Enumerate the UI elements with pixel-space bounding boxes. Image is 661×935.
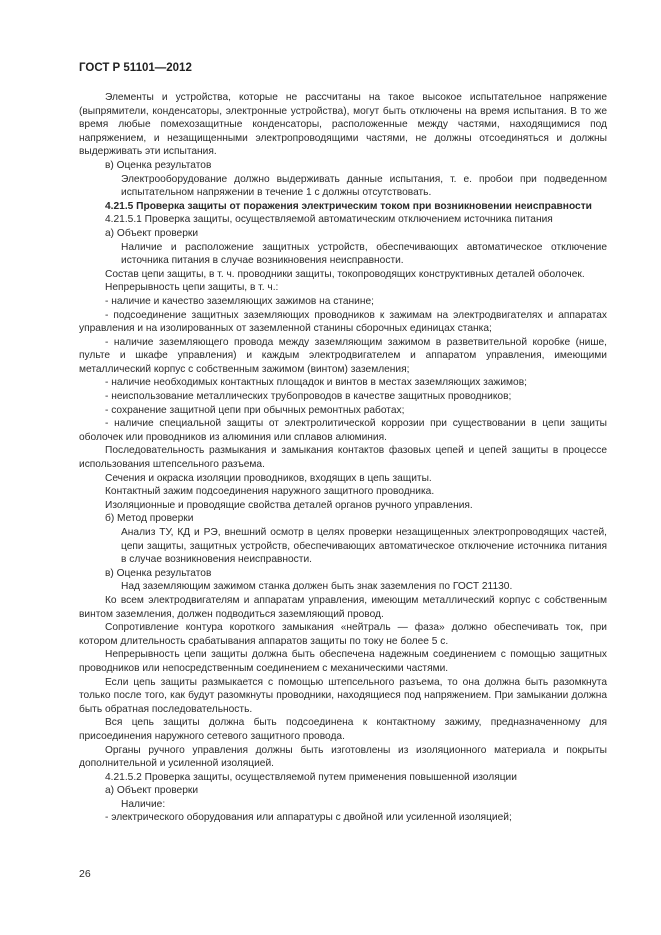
paragraph: Ко всем электродвигателям и аппаратам управления, имеющим металлический корпус с собственным винтом заземления, должен подводиться заземляющий провод. xyxy=(79,594,607,620)
paragraph: в) Оценка результатов xyxy=(105,159,212,171)
paragraph: Непрерывность цепи защиты должна быть обеспечена надежным соединением с помощью защитных проводников или непосредственным соединением с механическими частями. xyxy=(79,649,607,674)
paragraph: Сопротивление контура короткого замыкания «нейтраль — фаза» должно обеспечивать ток, при котором длительность срабатывания аппаратов защиты по току не более 5 с. xyxy=(79,622,607,647)
paragraph: а) Объект проверки xyxy=(105,227,199,239)
document-body xyxy=(79,91,607,825)
paragraph: - наличие заземляющего провода между заземляющим зажимом в разветвительной коробке (нише, пульте и шкафе управления) и каждым электродвигателем и аппаратом управления, имеющими металлический корпус с собственным зажимом (винтом) заземления; xyxy=(79,336,607,375)
page-number: 26 xyxy=(79,868,91,880)
paragraph: Вся цепь защиты должна быть подсоединена к контактному зажиму, предназначенному для присоединения наружного сетевого защитного провода. xyxy=(79,717,607,742)
paragraph: Над заземляющим зажимом станка должен быть знак заземления по ГОСТ 21130. xyxy=(121,581,513,593)
paragraph: Состав цепи защиты, в т. ч. проводники защиты, токопроводящих конструктивных деталей оболочек. xyxy=(105,268,585,280)
paragraph: - наличие специальной защиты от электролитической коррозии при существовании в цепи защиты оболочек или проводников из алюминия или сплавов алюминия. xyxy=(79,418,607,443)
paragraph: - электрического оборудования или аппаратуры с двойной или усиленной изоляцией; xyxy=(105,812,512,824)
paragraph: а) Объект проверки xyxy=(105,785,199,797)
paragraph: 4.21.5.2 Проверка защиты, осуществляемой путем применения повышенной изоляции xyxy=(105,771,517,783)
document-header: ГОСТ Р 51101—2012 xyxy=(79,62,192,74)
paragraph: Контактный зажим подсоединения наружного защитного проводника. xyxy=(105,486,435,498)
paragraph: Электрооборудование должно выдерживать данные испытания, т. е. пробои при подведенном испытательном напряжении в течение 1 с должны отсутствовать. xyxy=(121,173,607,199)
paragraph: б) Метод проверки xyxy=(105,513,194,525)
paragraph: Если цепь защиты размыкается с помощью штепсельного разъема, то она должна быть разомкнута только после того, как будут разомкнуты проводники, находящиеся под напряжением. При замыкании должна быть обратная последовательность. xyxy=(79,676,607,715)
paragraph: 4.21.5.1 Проверка защиты, осуществляемой автоматическим отключением источника питания xyxy=(105,214,553,226)
paragraph: - неиспользование металлических трубопроводов в качестве защитных проводников; xyxy=(105,391,512,403)
paragraph: Анализ ТУ, КД и РЭ, внешний осмотр в целях проверки незащищенных электропроводящих частей, цепи защиты, защитных устройств, обеспечивающих автоматическое отключение источника питания в случае возникновения неисправности. xyxy=(121,527,607,566)
paragraph: в) Оценка результатов xyxy=(105,567,212,579)
paragraph: Органы ручного управления должны быть изготовлены из изоляционного материала и покрыты дополнительной и усиленной изоляцией. xyxy=(79,744,607,770)
paragraph: Наличие и расположение защитных устройств, обеспечивающих автоматическое отключение источника питания в случае возникновения неисправности. xyxy=(121,241,607,267)
paragraph: - подсоединение защитных заземляющих проводников к зажимам на электродвигателях и аппаратах управления и на изолированных от заземленной станины сборочных единицах станка; xyxy=(79,309,607,335)
paragraph: Сечения и окраска изоляции проводников, входящих в цепь защиты. xyxy=(105,472,432,484)
paragraph: Наличие: xyxy=(121,798,166,810)
paragraph: Последовательность размыкания и замыкания контактов фазовых цепей и цепей защиты в процессе использования штепсельного разъема. xyxy=(79,445,607,471)
paragraph: - наличие необходимых контактных площадок и винтов в местах заземляющих зажимов; xyxy=(105,377,527,389)
paragraph: 4.21.5 Проверка защиты от поражения электрическим током при возникновении неисправности xyxy=(105,200,592,212)
paragraph: - наличие и качество заземляющих зажимов на станине; xyxy=(105,295,374,307)
paragraph: Изоляционные и проводящие свойства деталей органов ручного управления. xyxy=(105,499,473,511)
paragraph: - сохранение защитной цепи при обычных ремонтных работах; xyxy=(105,404,405,416)
paragraph: Элементы и устройства, которые не рассчитаны на такое высокое испытательное напряжение (выпрямители, конденсаторы, электронные устройства), могут быть отключены на время испытания. В то же время любые помехозащитные конденсаторы, расположенные между частями, находящимися под напряжением, и незащищенными электропроводящими частями, не должны отсоединяться и должны выдерживать эти испытания. xyxy=(79,92,607,158)
paragraph: Непрерывность цепи защиты, в т. ч.: xyxy=(105,282,279,294)
